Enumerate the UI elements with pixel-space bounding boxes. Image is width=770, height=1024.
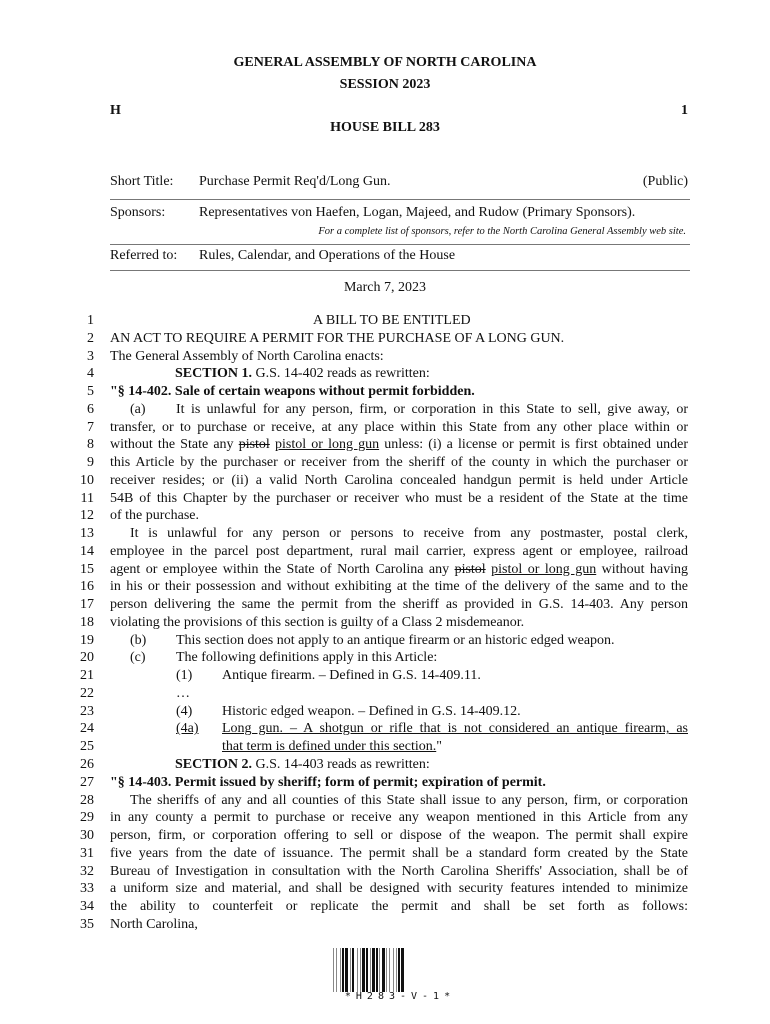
bill-line <box>0 401 770 419</box>
bill-line <box>0 561 770 579</box>
chamber-letter: H <box>110 103 121 118</box>
text-segment: Historic edged weapon. – Defined in G.S. 14-409.12. <box>222 703 521 719</box>
bill-line <box>0 720 770 738</box>
text-segment: North Carolina, <box>110 916 198 932</box>
text-segment: without having <box>596 561 689 577</box>
line-text <box>110 596 688 614</box>
text-segment: G.S. 14-403 reads as rewritten: <box>252 757 430 772</box>
subsection-label: (c) <box>130 650 146 666</box>
line-number: 5 <box>87 384 94 400</box>
bill-line <box>0 348 770 366</box>
line-text <box>110 863 688 881</box>
line-number: 35 <box>80 916 94 932</box>
line-text <box>110 845 688 863</box>
line-number: 20 <box>80 650 94 666</box>
line-number: 4 <box>87 366 94 382</box>
text-segment: It is unlawful for any person or persons to receive from any postmaster, postal clerk, <box>130 526 688 542</box>
text-segment: without the State any <box>110 437 239 453</box>
line-text <box>222 720 688 738</box>
line-text <box>175 756 688 774</box>
line-text <box>110 419 688 437</box>
text-segment: in his or their possession and without exhibiting at the time of the delivery of the same and to the <box>110 579 688 595</box>
text-segment: violating the provisions of this section is guilty of a Class 2 misdemeanor. <box>110 614 525 630</box>
subsection-label: (b) <box>130 632 147 648</box>
line-text <box>175 365 688 383</box>
line-number: 29 <box>80 810 94 826</box>
bill-line <box>0 525 770 543</box>
text-segment: person delivering the same the permit from the sheriff as provided in G.S. 14-403. Any person <box>110 597 688 613</box>
line-number: 28 <box>80 792 94 808</box>
short-title-label: Short Title: <box>110 174 174 189</box>
line-text <box>130 792 688 810</box>
line-number: 17 <box>80 597 94 613</box>
text-segment: G.S. 14-402 reads as rewritten: <box>252 366 430 382</box>
line-number: 11 <box>80 490 94 506</box>
bold-text: "§ 14-403. Permit issued by sheriff; form of permit; expiration of permit. <box>110 774 546 790</box>
bill-line <box>0 667 770 685</box>
text-segment: … <box>176 685 190 701</box>
line-number: 22 <box>80 685 94 701</box>
line-number: 10 <box>80 472 94 488</box>
divider <box>110 270 690 271</box>
bold-text: "§ 14-402. Sale of certain weapons without permit forbidden. <box>110 384 475 400</box>
line-text <box>110 561 688 579</box>
inserted-text: that term is defined under this section. <box>222 739 437 755</box>
line-text <box>313 312 688 330</box>
line-number: 24 <box>80 721 94 737</box>
text-segment: of the purchase. <box>110 508 200 524</box>
line-text <box>110 898 688 916</box>
subsection-label: (4) <box>176 703 193 719</box>
sponsors-label: Sponsors: <box>110 205 166 220</box>
bill-line <box>0 863 770 881</box>
text-segment: the ability to counterfeit or replicate the permit and shall be set forth as follows: <box>110 899 688 915</box>
bill-line <box>0 454 770 472</box>
bill-line <box>0 578 770 596</box>
bill-line <box>0 898 770 916</box>
line-text <box>110 330 688 348</box>
line-number: 18 <box>80 614 94 630</box>
text-segment: " <box>436 739 442 755</box>
line-number: 3 <box>87 348 94 364</box>
inserted-text: pistol or long gun <box>274 437 380 453</box>
line-number: 34 <box>80 899 94 915</box>
bill-line <box>0 383 770 401</box>
inserted-text: Long gun. – A shotgun or rifle that is not considered an antique firearm, as <box>222 721 688 737</box>
bill-line <box>0 685 770 703</box>
deleted-text: pistol <box>238 437 270 453</box>
subsection-label: (4a) <box>176 721 199 737</box>
line-text <box>110 774 688 792</box>
line-number: 8 <box>87 437 94 453</box>
bill-line <box>0 490 770 508</box>
line-number: 30 <box>80 828 94 844</box>
line-text <box>110 809 688 827</box>
line-text <box>110 880 688 898</box>
line-number: 19 <box>80 632 94 648</box>
short-title: Purchase Permit Req'd/Long Gun. <box>199 174 391 189</box>
barcode <box>333 948 467 992</box>
line-text <box>222 703 688 721</box>
divider <box>110 244 690 245</box>
inserted-text: pistol or long gun <box>491 561 597 577</box>
text-segment: transfer, or to purchase or receive, at any place within this State from any other place within or <box>110 419 688 435</box>
bill-line <box>0 916 770 934</box>
bill-line <box>0 632 770 650</box>
bill-line <box>0 774 770 792</box>
line-number: 23 <box>80 703 94 719</box>
line-text <box>222 667 688 685</box>
line-number: 7 <box>87 419 94 435</box>
line-number: 33 <box>80 881 94 897</box>
line-text <box>110 614 688 632</box>
line-number: 27 <box>80 774 94 790</box>
line-text <box>110 436 688 454</box>
line-text <box>176 649 688 667</box>
session-heading: SESSION 2023 <box>339 77 431 92</box>
bill-line <box>0 614 770 632</box>
bill-line <box>0 419 770 437</box>
line-text <box>130 525 688 543</box>
text-segment: This section does not apply to an antique firearm or an historic edged weapon. <box>176 632 615 648</box>
referred-to: Rules, Calendar, and Operations of the House <box>199 248 456 263</box>
bill-line <box>0 756 770 774</box>
line-text <box>176 401 688 419</box>
bill-line <box>0 436 770 454</box>
referred-label: Referred to: <box>110 248 178 263</box>
line-number: 2 <box>87 330 94 346</box>
text-segment: employee in the parcel post department, rural mail carrier, express agent or employee, railroad <box>110 543 688 559</box>
bill-line <box>0 880 770 898</box>
line-number: 12 <box>80 508 94 524</box>
bill-line <box>0 365 770 383</box>
bill-line <box>0 703 770 721</box>
divider <box>110 199 690 200</box>
bill-number: HOUSE BILL 283 <box>330 120 440 135</box>
bill-line <box>0 596 770 614</box>
bill-line <box>0 827 770 845</box>
bill-line <box>0 792 770 810</box>
line-number: 1 <box>87 313 94 328</box>
text-segment: unless: (i) a license or permit is first obtained under <box>379 437 688 453</box>
bill-date: March 7, 2023 <box>343 280 427 295</box>
bill-line <box>0 845 770 863</box>
line-text <box>176 685 688 703</box>
bill-line <box>0 507 770 525</box>
subsection-label: (1) <box>176 668 193 684</box>
line-text <box>110 578 688 596</box>
text-segment: The sheriffs of any and all counties of this State shall issue to any person, firm, or corporation <box>130 792 688 808</box>
line-text <box>110 827 688 845</box>
sponsors-note: For a complete list of sponsors, refer to the North Carolina General Assembly web site. <box>318 226 686 237</box>
line-text <box>110 348 688 366</box>
line-text <box>110 543 688 561</box>
barcode-bar <box>404 948 405 992</box>
text-segment: five years from the date of issuance. The permit shall be a standard form created by the State <box>110 845 688 861</box>
text-segment: agent or employee within the State of North Carolina any <box>110 561 455 577</box>
bill-line <box>0 472 770 490</box>
line-number: 6 <box>87 401 94 417</box>
line-text <box>222 738 688 756</box>
text-segment: Bureau of Investigation in consultation with the North Carolina Sheriffs' Association, shall be of <box>110 863 688 879</box>
line-number: 32 <box>80 863 94 879</box>
bill-line <box>0 649 770 667</box>
bold-text: SECTION 1. <box>175 366 253 382</box>
line-text <box>110 454 688 472</box>
public-tag: (Public) <box>642 174 688 189</box>
assembly-heading: GENERAL ASSEMBLY OF NORTH CAROLINA <box>233 55 537 70</box>
line-number: 25 <box>80 739 94 755</box>
text-segment: The following definitions apply in this Article: <box>176 650 438 666</box>
text-segment: A BILL TO BE ENTITLED <box>313 313 471 328</box>
subsection-label: (a) <box>130 401 146 417</box>
line-number: 13 <box>80 526 94 542</box>
text-segment: a uniform size and material, and shall be designed with security features intended to minimize <box>110 881 688 897</box>
line-text <box>110 507 688 525</box>
line-number: 14 <box>80 543 94 559</box>
line-number: 31 <box>80 845 94 861</box>
bill-line <box>0 543 770 561</box>
line-number: 15 <box>80 561 94 577</box>
text-segment: AN ACT TO REQUIRE A PERMIT FOR THE PURCHASE OF A LONG GUN. <box>110 330 565 346</box>
bold-text: SECTION 2. <box>175 757 253 772</box>
line-text <box>110 490 688 508</box>
line-text <box>176 632 688 650</box>
text-segment: this Article by the purchaser or receiver from the sheriff of the county in which the purchaser or <box>110 455 688 471</box>
line-text <box>110 383 688 401</box>
text-segment: in any county a permit to purchase or receive any weapon mentioned in this Article from any <box>110 810 688 826</box>
text-segment: Antique firearm. – Defined in G.S. 14-409.11. <box>222 668 481 684</box>
deleted-text: pistol <box>454 561 486 577</box>
line-number: 21 <box>80 668 94 684</box>
bill-line <box>0 330 770 348</box>
line-number: 9 <box>87 455 94 471</box>
line-text <box>110 472 688 490</box>
text-segment: 54B of this Chapter by the purchaser or receiver who must be a resident of the State at the time <box>110 490 688 506</box>
bill-line <box>0 312 770 330</box>
text-segment: It is unlawful for any person, firm, or corporation in this State to sell, give away, or <box>176 401 688 417</box>
version-number: 1 <box>681 103 688 118</box>
bill-line <box>0 738 770 756</box>
barcode-text: *H283-V-1* <box>344 991 456 1002</box>
text-segment: person, firm, or corporation offering to sell or dispose of the weapon. The permit shall expire <box>110 828 688 844</box>
line-number: 16 <box>80 579 94 595</box>
bill-line <box>0 809 770 827</box>
text-segment: The General Assembly of North Carolina enacts: <box>110 348 384 364</box>
line-text <box>110 916 688 934</box>
text-segment: receiver resides; or (ii) a valid North Carolina concealed handgun permit is held under Article <box>110 472 688 488</box>
line-number: 26 <box>80 757 94 772</box>
sponsors: Representatives von Haefen, Logan, Majeed, and Rudow (Primary Sponsors). <box>199 205 636 220</box>
